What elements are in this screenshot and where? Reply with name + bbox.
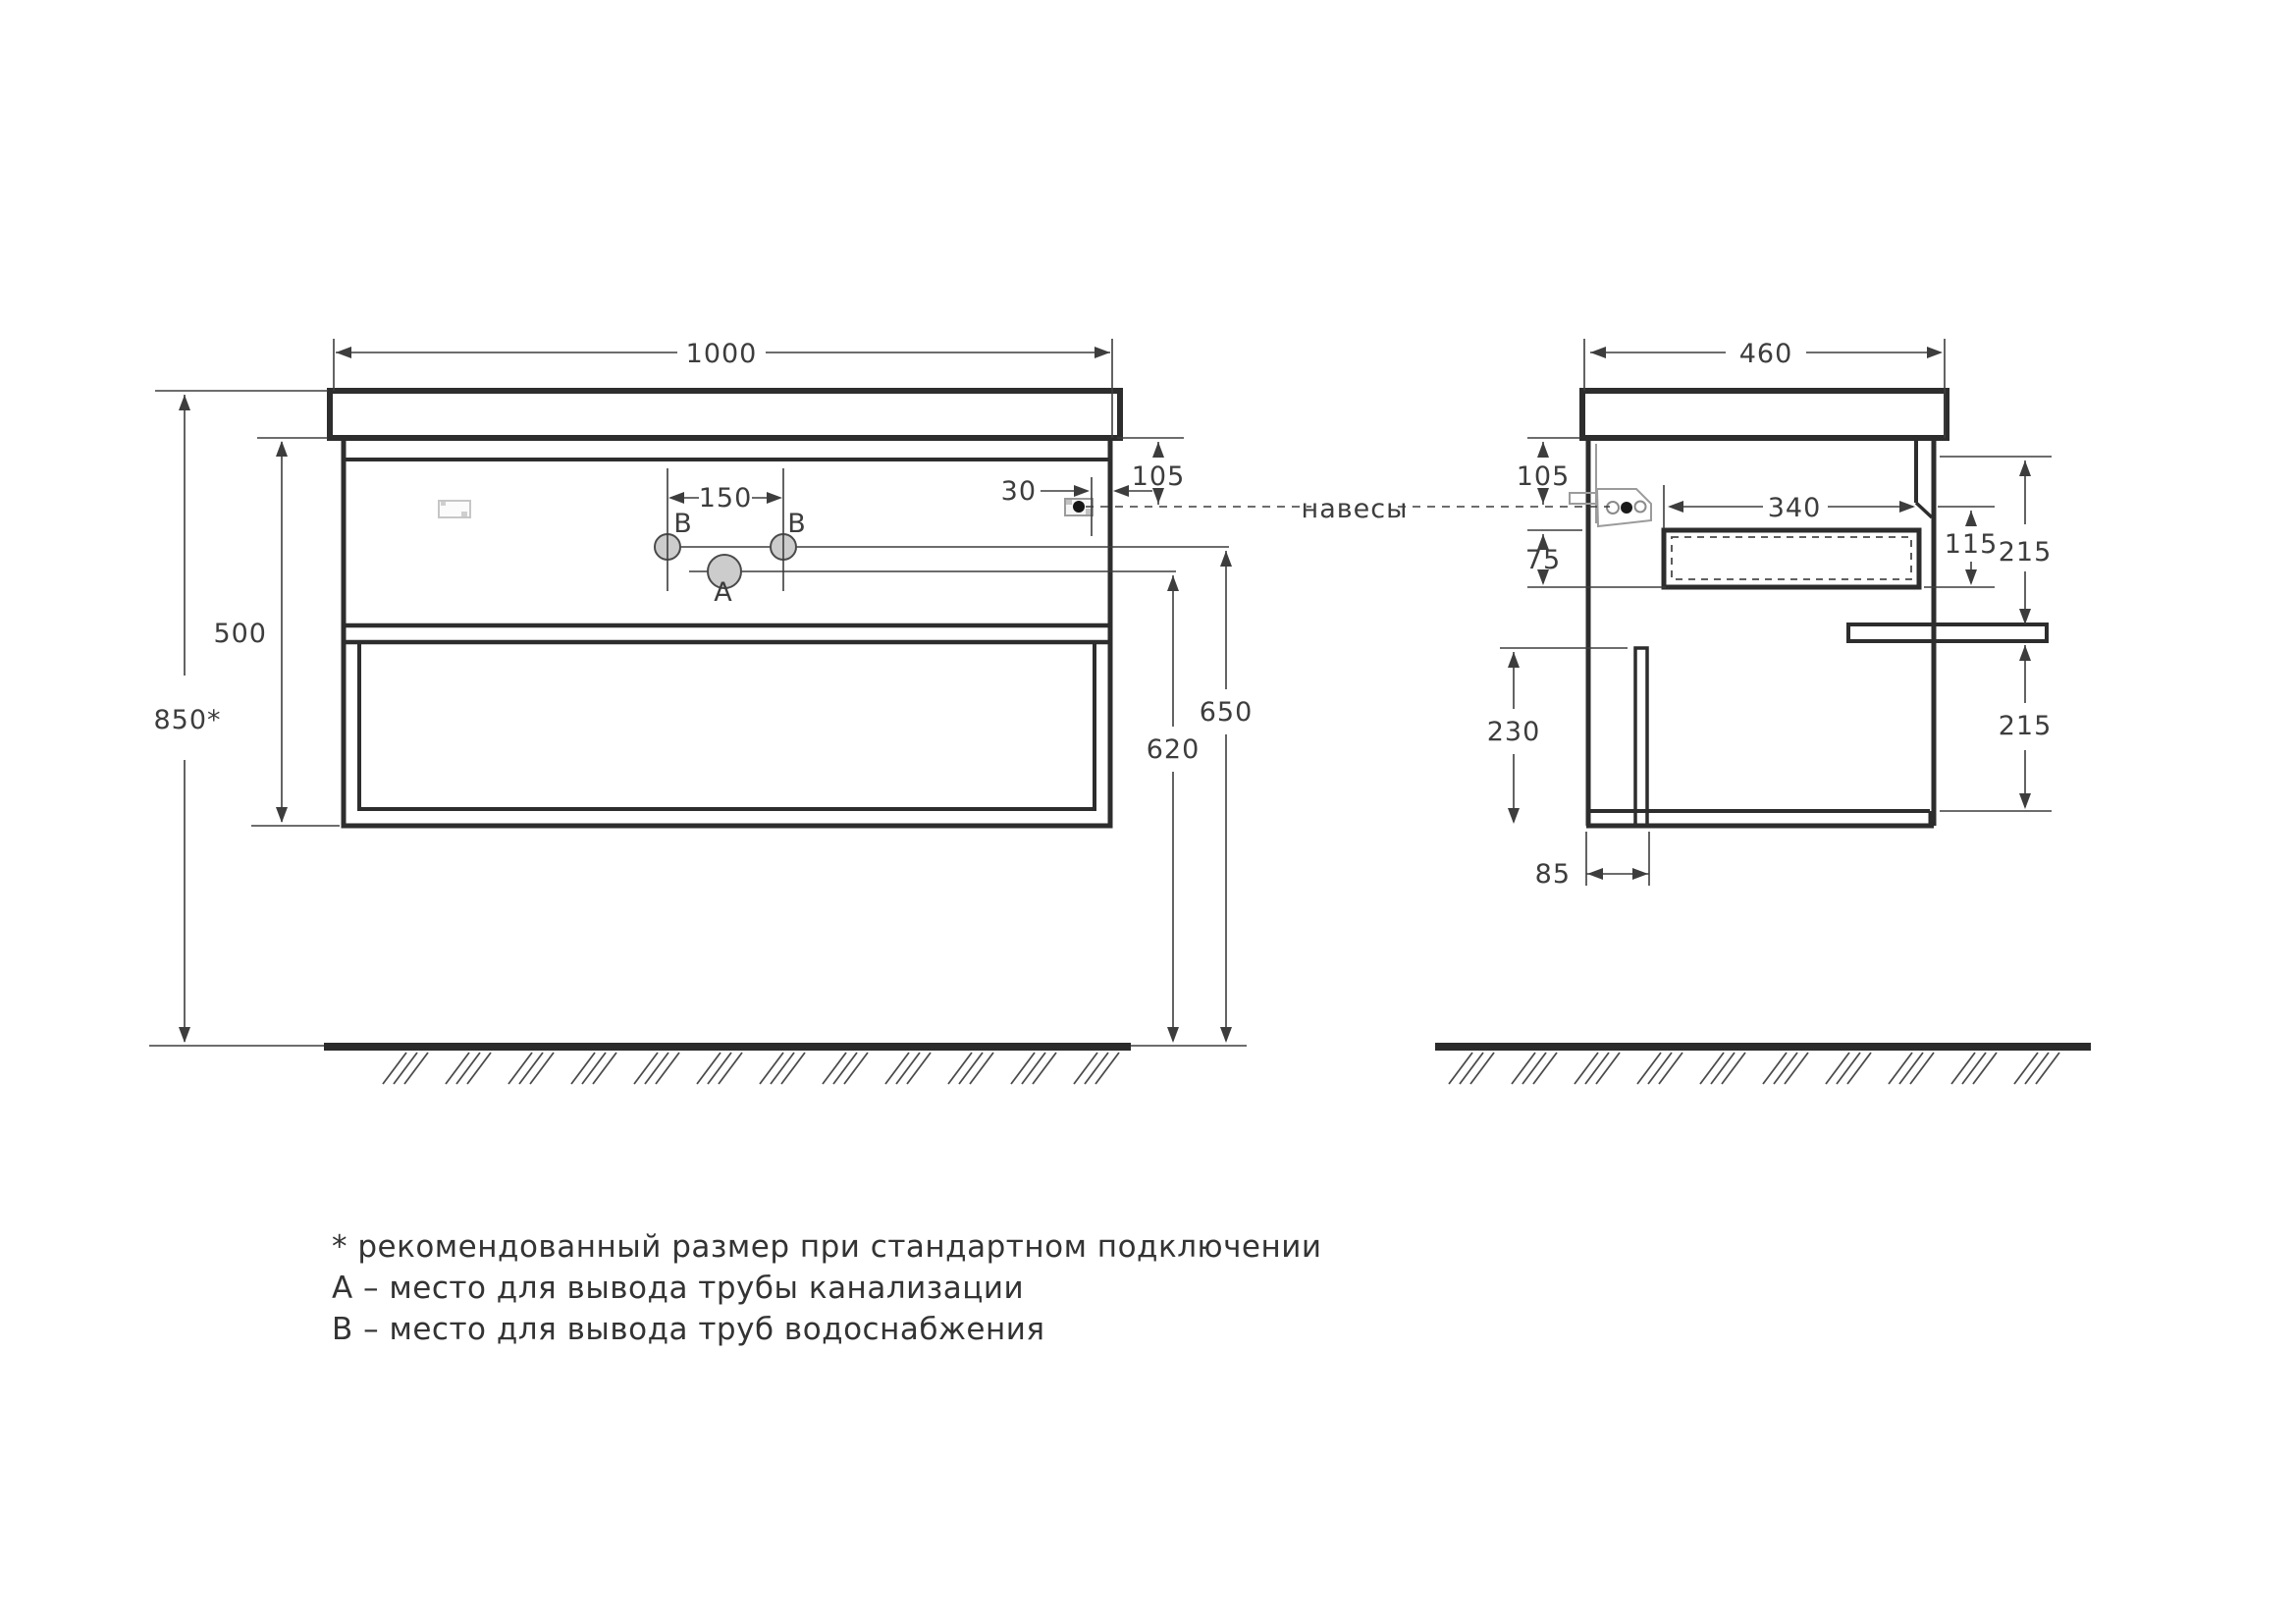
dim-drawer-75 [1525, 530, 1666, 587]
hatch-stroke [1575, 1053, 1598, 1084]
hatch-stroke [1785, 1053, 1808, 1084]
hatch-stroke [1648, 1053, 1672, 1084]
dim-label: 215 [1998, 537, 2053, 568]
hatch-stroke [634, 1053, 658, 1084]
dim-front-85 [1535, 832, 1649, 890]
hatch-stroke [1837, 1053, 1860, 1084]
dim-label: 620 [1146, 734, 1201, 765]
hatch-stroke [1533, 1053, 1557, 1084]
side-wall-rail-bar [1848, 624, 2047, 641]
floor-hatching-left [383, 1053, 1119, 1084]
hatch-stroke [571, 1053, 595, 1084]
hatch-stroke [1585, 1053, 1609, 1084]
dim-label: 105 [1516, 461, 1571, 492]
floor [149, 1046, 2091, 1084]
hatch-stroke [1022, 1053, 1045, 1084]
dim-side-top-105 [1517, 438, 1580, 505]
hatch-stroke [1763, 1053, 1787, 1084]
note-hole-b: В – место для вывода труб водоснабжения [332, 1312, 1045, 1347]
dim-height-500 [213, 438, 340, 826]
dim-label: 30 [1000, 476, 1037, 507]
hatch-stroke [896, 1053, 920, 1084]
hatch-stroke [530, 1053, 554, 1084]
side-inner-partition [1635, 648, 1647, 826]
hatch-stroke [760, 1053, 783, 1084]
dim-label: 115 [1944, 529, 1999, 560]
hanger-screw-dot-icon [1073, 501, 1085, 513]
side-countertop [1582, 391, 1947, 438]
hole-label-b-left: В [673, 509, 693, 539]
hatch-stroke [781, 1053, 805, 1084]
dim-label: 850* [153, 705, 222, 735]
dim-label: 1000 [685, 339, 758, 369]
hatch-stroke [446, 1053, 469, 1084]
hatch-stroke [1700, 1053, 1724, 1084]
front-niche-inner-frame [359, 642, 1095, 809]
dim-drawer-340 [1664, 485, 1915, 528]
hatch-stroke [394, 1053, 417, 1084]
hangers-callout [1086, 494, 1610, 524]
hatch-stroke [1522, 1053, 1546, 1084]
hatch-stroke [697, 1053, 721, 1084]
dim-height-850 [153, 391, 328, 1043]
hanger-bracket-detail [1066, 500, 1072, 505]
dim-label: 75 [1524, 545, 1562, 575]
front-countertop [330, 391, 1120, 438]
dim-lines [1586, 832, 1649, 886]
hatch-stroke [1596, 1053, 1620, 1084]
hatch-stroke [1033, 1053, 1056, 1084]
hatch-stroke [1085, 1053, 1108, 1084]
hanger-screw-dot-icon [1621, 502, 1632, 514]
dim-a-620 [1147, 575, 1201, 1043]
hatch-stroke [2036, 1053, 2059, 1084]
hanger-hole-icon [1635, 502, 1646, 513]
hanger-hook-tab [1570, 493, 1597, 504]
hatch-stroke [1889, 1053, 1912, 1084]
hatch-stroke [1722, 1053, 1745, 1084]
dim-label: 85 [1534, 859, 1571, 890]
hatch-stroke [1826, 1053, 1849, 1084]
hatch-stroke [1973, 1053, 1997, 1084]
hatch-stroke [1910, 1053, 1934, 1084]
hatch-stroke [1470, 1053, 1494, 1084]
hatch-stroke [771, 1053, 794, 1084]
hole-label-b-right: В [787, 509, 807, 539]
floor-hatching-right [1449, 1053, 2059, 1084]
hatch-stroke [1637, 1053, 1661, 1084]
dim-lower-215 [1940, 645, 2052, 811]
logo-detail-icon [441, 502, 446, 506]
hatch-stroke [844, 1053, 868, 1084]
hatch-stroke [519, 1053, 543, 1084]
hatch-stroke [582, 1053, 606, 1084]
hatch-stroke [833, 1053, 857, 1084]
hatch-stroke [1512, 1053, 1535, 1084]
front-view [330, 391, 1229, 826]
hatch-stroke [1011, 1053, 1035, 1084]
hatch-stroke [508, 1053, 532, 1084]
dim-label: 105 [1131, 461, 1186, 492]
hatch-stroke [2025, 1053, 2049, 1084]
side-back-notch-diagonal [1916, 503, 1932, 517]
hatch-stroke [1460, 1053, 1483, 1084]
hatch-stroke [456, 1053, 480, 1084]
hatch-stroke [823, 1053, 846, 1084]
hatch-stroke [1951, 1053, 1975, 1084]
dim-label: 460 [1738, 339, 1793, 369]
hanger-hole-icon [1607, 502, 1619, 514]
hatch-stroke [708, 1053, 731, 1084]
dim-label: 215 [1998, 711, 2053, 741]
dim-b-650 [1200, 551, 1254, 1043]
dim-niche-230 [1487, 648, 1628, 824]
hatch-stroke [2014, 1053, 2038, 1084]
hatch-stroke [404, 1053, 428, 1084]
hatch-stroke [1095, 1053, 1119, 1084]
hole-label-a: А [714, 577, 733, 608]
side-drawer-dashed-inner [1672, 537, 1911, 579]
hatch-stroke [1659, 1053, 1682, 1084]
hatch-stroke [719, 1053, 742, 1084]
hatch-stroke [1449, 1053, 1472, 1084]
dim-label: 650 [1199, 697, 1254, 728]
dim-label: 500 [213, 619, 267, 649]
hatch-stroke [593, 1053, 616, 1084]
hatch-stroke [467, 1053, 491, 1084]
arrow-icons [1074, 485, 1129, 497]
hatch-stroke [948, 1053, 972, 1084]
dim-label: 230 [1486, 717, 1541, 747]
hangers-label: навесы [1301, 494, 1409, 524]
hatch-stroke [885, 1053, 909, 1084]
hatch-stroke [959, 1053, 983, 1084]
hatch-stroke [1711, 1053, 1735, 1084]
hatch-stroke [656, 1053, 679, 1084]
hatch-stroke [645, 1053, 668, 1084]
hatch-stroke [383, 1053, 406, 1084]
hatch-stroke [1962, 1053, 1986, 1084]
hatch-stroke [1074, 1053, 1097, 1084]
hatch-stroke [1899, 1053, 1923, 1084]
logo-detail-icon [461, 512, 467, 516]
hatch-stroke [907, 1053, 931, 1084]
dim-label: 150 [698, 483, 753, 514]
note-hole-a: А – место для вывода трубы канализации [332, 1271, 1025, 1306]
hatch-stroke [1774, 1053, 1797, 1084]
notes-block [332, 1229, 1322, 1347]
hatch-stroke [970, 1053, 993, 1084]
hatch-stroke [1847, 1053, 1871, 1084]
dim-label: 340 [1767, 493, 1822, 523]
note-recommended-size: * рекомендованный размер при стандартном подключении [332, 1229, 1322, 1265]
